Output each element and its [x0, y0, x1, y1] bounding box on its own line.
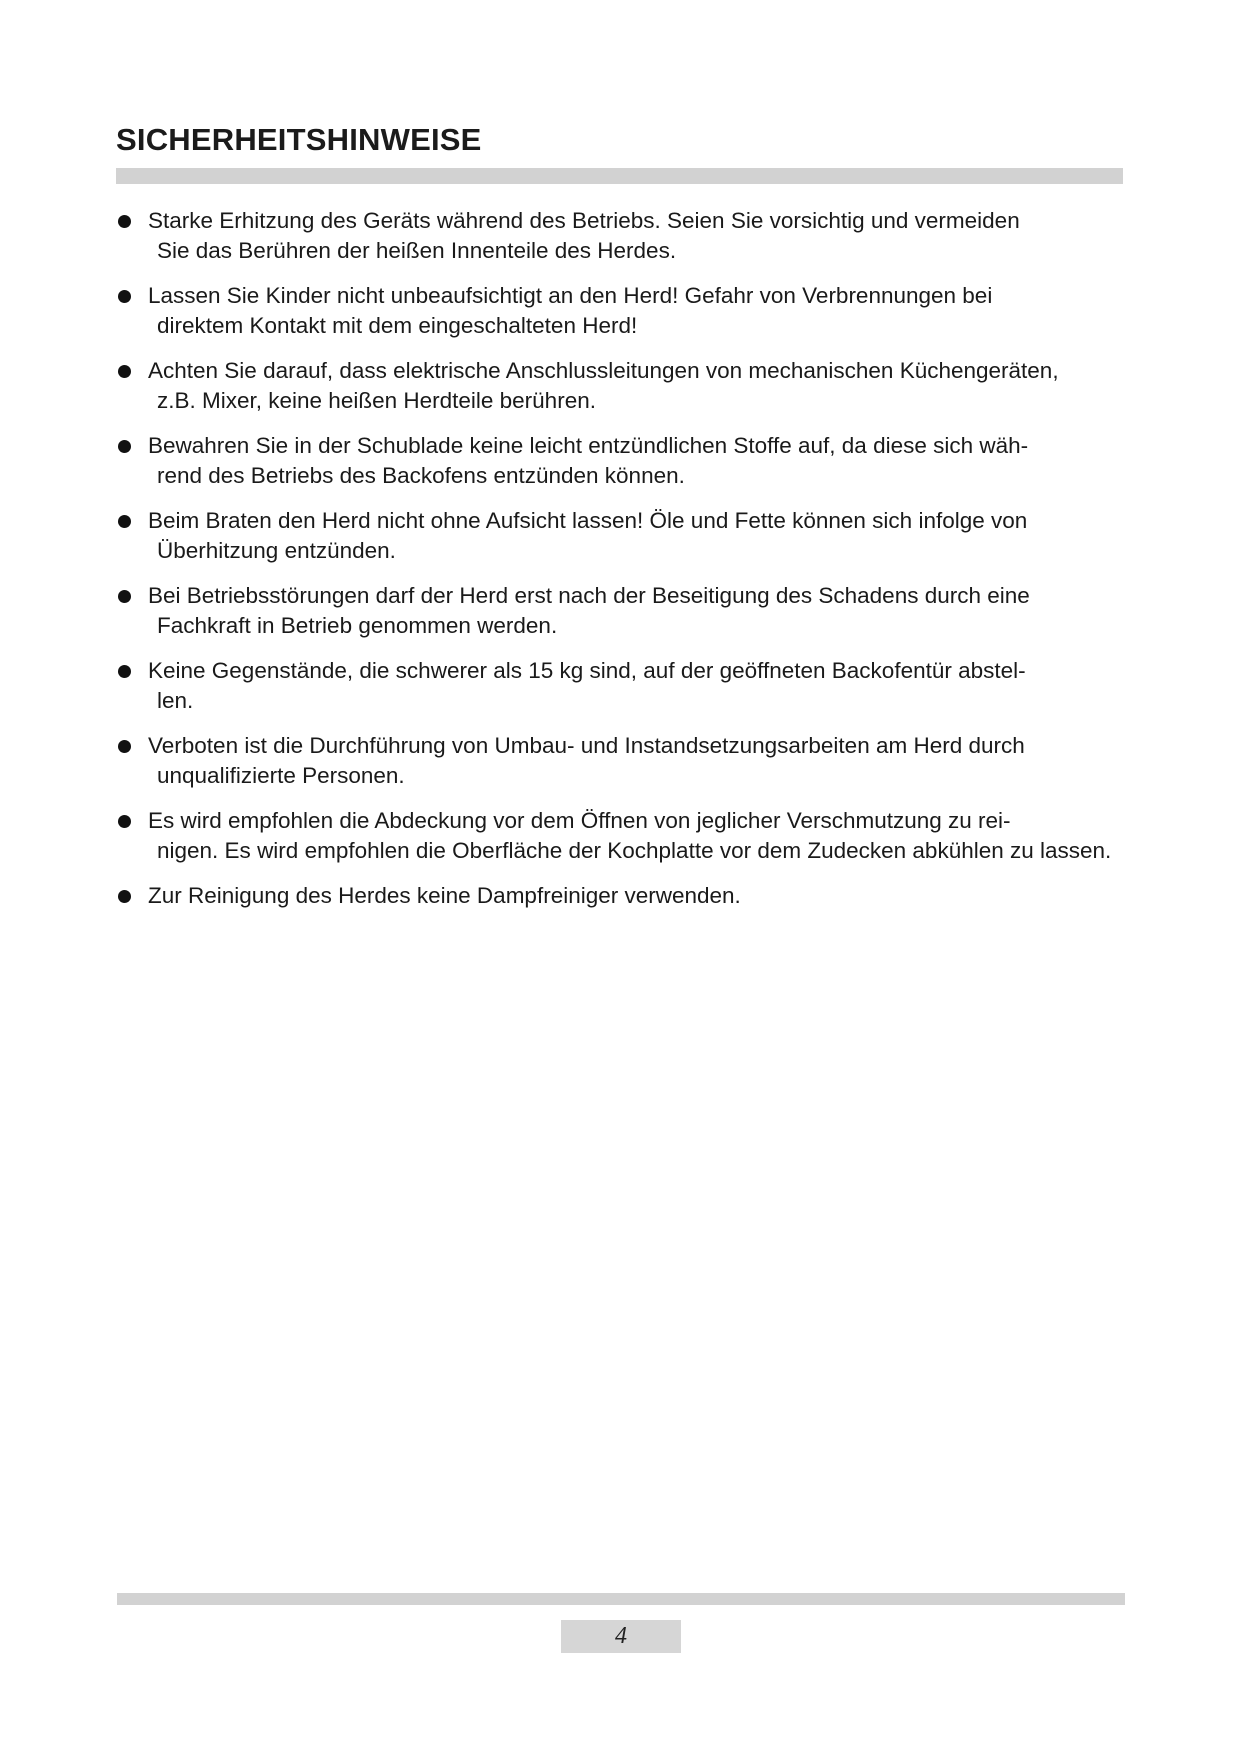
list-item — [116, 206, 1176, 266]
footer-divider — [117, 1593, 1125, 1605]
list-item-text-continuation: rend des Betriebs des Backofens entzünden können. — [157, 463, 685, 488]
list-item — [116, 356, 1176, 416]
list-item — [116, 581, 1176, 641]
bullet-icon — [118, 215, 131, 228]
list-item-text: Lassen Sie Kinder nicht unbeaufsichtigt an den Herd! Gefahr von Verbrennungen bei — [148, 283, 993, 308]
title-divider — [116, 168, 1123, 184]
list-item-text: Bei Betriebsstörungen darf der Herd erst nach der Beseitigung des Schadens durch eine — [148, 583, 1030, 608]
list-item — [116, 881, 1176, 911]
safety-instructions-list — [116, 206, 1176, 926]
list-item-text: Starke Erhitzung des Geräts während des Betriebs. Seien Sie vorsichtig und vermeiden — [148, 208, 1020, 233]
list-item-text: Achten Sie darauf, dass elektrische Anschlussleitungen von mechanischen Küchengeräten, — [148, 358, 1059, 383]
list-item-text: Zur Reinigung des Herdes keine Dampfreiniger verwenden. — [148, 883, 741, 908]
list-item — [116, 431, 1176, 491]
list-item-text-continuation: nigen. Es wird empfohlen die Oberfläche der Kochplatte vor dem Zudecken abkühlen zu lassen. — [157, 838, 1112, 863]
list-item — [116, 506, 1176, 566]
list-item-text-continuation: unqualifizierte Personen. — [157, 763, 405, 788]
page-title: SICHERHEITSHINWEISE — [116, 122, 482, 157]
bullet-icon — [118, 665, 131, 678]
list-item-text-continuation: direktem Kontakt mit dem eingeschalteten Herd! — [157, 313, 638, 338]
bullet-icon — [118, 890, 131, 903]
list-item — [116, 731, 1176, 791]
list-item — [116, 656, 1176, 716]
list-item-text-continuation: Überhitzung entzünden. — [157, 538, 396, 563]
list-item-text-continuation: Sie das Berühren der heißen Innenteile des Herdes. — [157, 238, 677, 263]
list-item-text: Es wird empfohlen die Abdeckung vor dem Öffnen von jeglicher Verschmutzung zu rei- — [148, 808, 1011, 833]
bullet-icon — [118, 515, 131, 528]
bullet-icon — [118, 815, 131, 828]
list-item — [116, 281, 1176, 341]
list-item-text-continuation: z.B. Mixer, keine heißen Herdteile berühren. — [157, 388, 596, 413]
bullet-icon — [118, 440, 131, 453]
bullet-icon — [118, 590, 131, 603]
page-number: 4 — [561, 1620, 681, 1653]
list-item — [116, 806, 1176, 866]
list-item-text-continuation: len. — [157, 688, 194, 713]
list-item-text-continuation: Fachkraft in Betrieb genommen werden. — [157, 613, 558, 638]
bullet-icon — [118, 740, 131, 753]
list-item-text: Keine Gegenstände, die schwerer als 15 kg sind, auf der geöffneten Backofentür abstel- — [148, 658, 1026, 683]
bullet-icon — [118, 365, 131, 378]
bullet-icon — [118, 290, 131, 303]
list-item-text: Verboten ist die Durchführung von Umbau- und Instandsetzungsarbeiten am Herd durch — [148, 733, 1025, 758]
list-item-text: Beim Braten den Herd nicht ohne Aufsicht lassen! Öle und Fette können sich infolge von — [148, 508, 1028, 533]
list-item-text: Bewahren Sie in der Schublade keine leicht entzündlichen Stoffe auf, da diese sich wäh- — [148, 433, 1029, 458]
